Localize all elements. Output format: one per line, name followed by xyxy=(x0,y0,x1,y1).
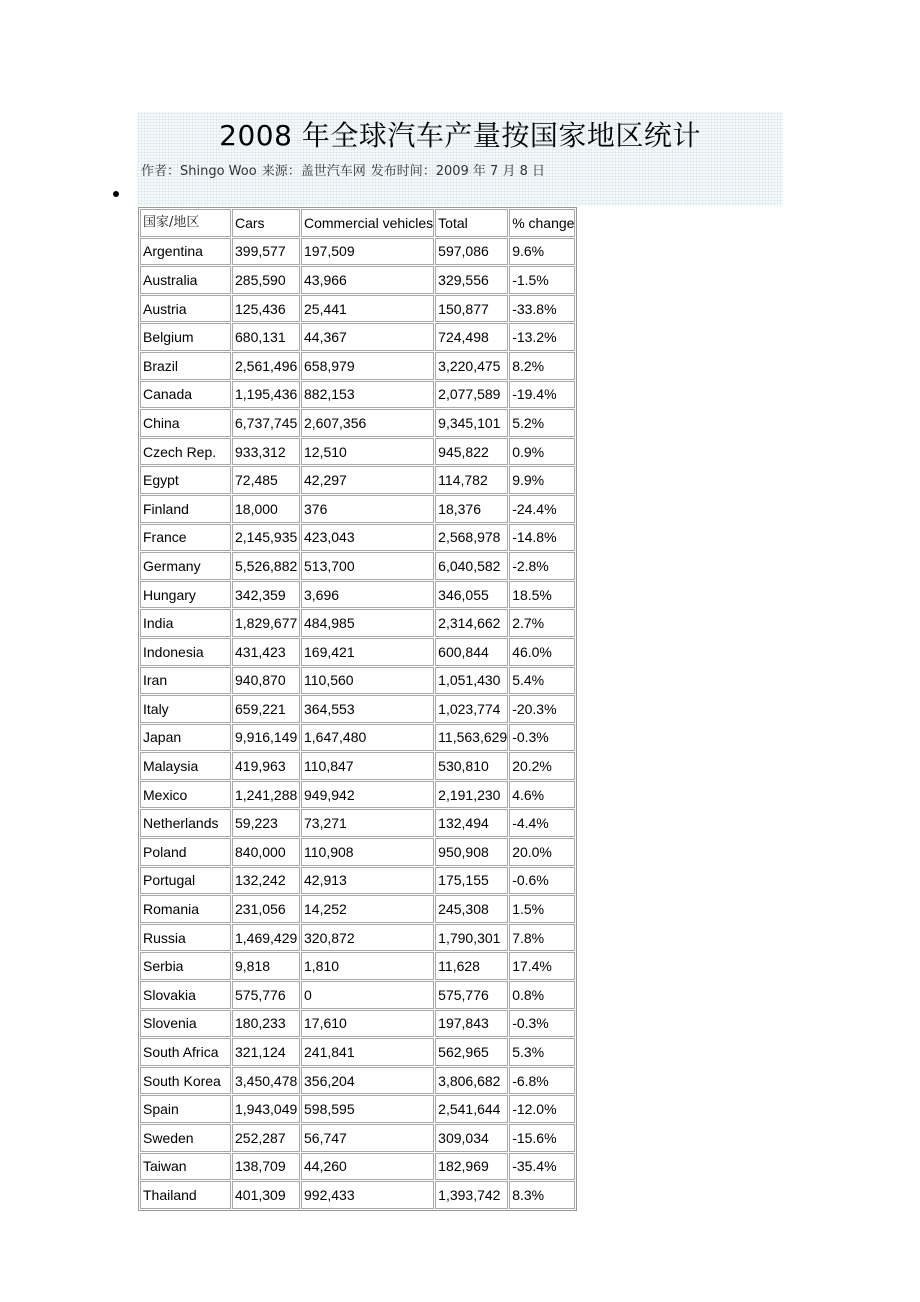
cell-percent-change: -0.6% xyxy=(509,867,575,895)
cell-total: 2,568,978 xyxy=(435,524,508,552)
cell-commercial-vehicles: 356,204 xyxy=(301,1067,434,1095)
cell-cars: 933,312 xyxy=(232,438,300,466)
author-label: 作者：Shingo Woo xyxy=(141,164,257,179)
cell-cars: 231,056 xyxy=(232,895,300,923)
cell-cars: 138,709 xyxy=(232,1153,300,1181)
table-header-row xyxy=(140,209,575,237)
cell-percent-change: 1.5% xyxy=(509,895,575,923)
cell-cars: 840,000 xyxy=(232,838,300,866)
cell-cars: 401,309 xyxy=(232,1181,300,1209)
cell-cars: 1,943,049 xyxy=(232,1095,300,1123)
cell-commercial-vehicles: 42,297 xyxy=(301,466,434,494)
cell-country: Mexico xyxy=(140,781,231,809)
cell-commercial-vehicles: 110,847 xyxy=(301,752,434,780)
cell-total: 950,908 xyxy=(435,838,508,866)
cell-cars: 72,485 xyxy=(232,466,300,494)
cell-commercial-vehicles: 1,647,480 xyxy=(301,724,434,752)
cell-country: South Korea xyxy=(140,1067,231,1095)
cell-commercial-vehicles: 423,043 xyxy=(301,524,434,552)
cell-country: Argentina xyxy=(140,238,231,266)
cell-country: India xyxy=(140,609,231,637)
table-body xyxy=(140,209,575,1209)
cell-commercial-vehicles: 376 xyxy=(301,495,434,523)
table-row xyxy=(140,752,575,780)
cell-country: Belgium xyxy=(140,323,231,351)
cell-total: 3,220,475 xyxy=(435,352,508,380)
cell-percent-change: 7.8% xyxy=(509,924,575,952)
cell-country: Portugal xyxy=(140,867,231,895)
cell-country: Spain xyxy=(140,1095,231,1123)
table-row xyxy=(140,524,575,552)
cell-cars: 180,233 xyxy=(232,1010,300,1038)
cell-commercial-vehicles: 598,595 xyxy=(301,1095,434,1123)
cell-total: 600,844 xyxy=(435,638,508,666)
cell-commercial-vehicles: 43,966 xyxy=(301,266,434,294)
cell-country: Hungary xyxy=(140,581,231,609)
published-date: 发布时间：2009 年 7 月 8 日 xyxy=(370,164,545,179)
cell-cars: 252,287 xyxy=(232,1124,300,1152)
cell-total: 1,393,742 xyxy=(435,1181,508,1209)
cell-total: 9,345,101 xyxy=(435,409,508,437)
table-row xyxy=(140,952,575,980)
cell-total: 2,314,662 xyxy=(435,609,508,637)
cell-commercial-vehicles: 3,696 xyxy=(301,581,434,609)
cell-cars: 2,145,935 xyxy=(232,524,300,552)
cell-total: 346,055 xyxy=(435,581,508,609)
table-row xyxy=(140,809,575,837)
cell-commercial-vehicles: 169,421 xyxy=(301,638,434,666)
cell-total: 562,965 xyxy=(435,1038,508,1066)
cell-percent-change: 9.9% xyxy=(509,466,575,494)
cell-country: Iran xyxy=(140,667,231,695)
cell-country: Thailand xyxy=(140,1181,231,1209)
cell-percent-change: 18.5% xyxy=(509,581,575,609)
cell-percent-change: 20.2% xyxy=(509,752,575,780)
cell-commercial-vehicles: 25,441 xyxy=(301,295,434,323)
cell-cars: 431,423 xyxy=(232,638,300,666)
cell-country: France xyxy=(140,524,231,552)
cell-cars: 2,561,496 xyxy=(232,352,300,380)
cell-commercial-vehicles: 992,433 xyxy=(301,1181,434,1209)
production-table xyxy=(138,207,577,1211)
cell-cars: 1,469,429 xyxy=(232,924,300,952)
cell-total: 18,376 xyxy=(435,495,508,523)
cell-cars: 575,776 xyxy=(232,981,300,1009)
table-row xyxy=(140,1181,575,1209)
table-row xyxy=(140,895,575,923)
table-row xyxy=(140,924,575,952)
cell-total: 182,969 xyxy=(435,1153,508,1181)
cell-percent-change: -33.8% xyxy=(509,295,575,323)
cell-total: 2,541,644 xyxy=(435,1095,508,1123)
cell-percent-change: 5.2% xyxy=(509,409,575,437)
header-country: 国家/地区 xyxy=(140,209,231,237)
cell-total: 114,782 xyxy=(435,466,508,494)
cell-country: Canada xyxy=(140,381,231,409)
cell-percent-change: 46.0% xyxy=(509,638,575,666)
cell-cars: 6,737,745 xyxy=(232,409,300,437)
cell-percent-change: -4.4% xyxy=(509,809,575,837)
table-row xyxy=(140,1067,575,1095)
cell-commercial-vehicles: 14,252 xyxy=(301,895,434,923)
cell-total: 1,790,301 xyxy=(435,924,508,952)
cell-total: 2,077,589 xyxy=(435,381,508,409)
cell-percent-change: -35.4% xyxy=(509,1153,575,1181)
table-row xyxy=(140,609,575,637)
cell-commercial-vehicles: 17,610 xyxy=(301,1010,434,1038)
cell-commercial-vehicles: 197,509 xyxy=(301,238,434,266)
table-row xyxy=(140,1095,575,1123)
cell-cars: 680,131 xyxy=(232,323,300,351)
cell-total: 245,308 xyxy=(435,895,508,923)
cell-percent-change: -19.4% xyxy=(509,381,575,409)
cell-cars: 419,963 xyxy=(232,752,300,780)
cell-percent-change: -2.8% xyxy=(509,552,575,580)
cell-commercial-vehicles: 110,560 xyxy=(301,667,434,695)
cell-percent-change: -6.8% xyxy=(509,1067,575,1095)
cell-percent-change: 8.3% xyxy=(509,1181,575,1209)
cell-country: Japan xyxy=(140,724,231,752)
cell-percent-change: 5.3% xyxy=(509,1038,575,1066)
cell-cars: 9,916,149 xyxy=(232,724,300,752)
cell-total: 575,776 xyxy=(435,981,508,1009)
cell-commercial-vehicles: 12,510 xyxy=(301,438,434,466)
cell-total: 150,877 xyxy=(435,295,508,323)
cell-country: Finland xyxy=(140,495,231,523)
header-commercial-vehicles: Commercial vehicles xyxy=(301,209,434,237)
source-label: 来源：盖世汽车网 xyxy=(261,164,366,179)
cell-percent-change: 2.7% xyxy=(509,609,575,637)
table-row xyxy=(140,1124,575,1152)
cell-total: 1,051,430 xyxy=(435,667,508,695)
cell-commercial-vehicles: 1,810 xyxy=(301,952,434,980)
cell-country: Russia xyxy=(140,924,231,952)
cell-cars: 125,436 xyxy=(232,295,300,323)
cell-country: Serbia xyxy=(140,952,231,980)
cell-percent-change: -15.6% xyxy=(509,1124,575,1152)
article-meta xyxy=(141,163,550,181)
cell-total: 309,034 xyxy=(435,1124,508,1152)
cell-country: Slovenia xyxy=(140,1010,231,1038)
cell-commercial-vehicles: 241,841 xyxy=(301,1038,434,1066)
cell-country: Germany xyxy=(140,552,231,580)
cell-cars: 399,577 xyxy=(232,238,300,266)
cell-percent-change: 9.6% xyxy=(509,238,575,266)
table-row xyxy=(140,638,575,666)
cell-commercial-vehicles: 44,367 xyxy=(301,323,434,351)
cell-percent-change: -0.3% xyxy=(509,1010,575,1038)
cell-commercial-vehicles: 484,985 xyxy=(301,609,434,637)
table-row xyxy=(140,409,575,437)
cell-percent-change: -14.8% xyxy=(509,524,575,552)
cell-commercial-vehicles: 56,747 xyxy=(301,1124,434,1152)
cell-country: Brazil xyxy=(140,352,231,380)
cell-country: Netherlands xyxy=(140,809,231,837)
table-row xyxy=(140,466,575,494)
cell-cars: 3,450,478 xyxy=(232,1067,300,1095)
cell-total: 3,806,682 xyxy=(435,1067,508,1095)
cell-cars: 5,526,882 xyxy=(232,552,300,580)
cell-total: 329,556 xyxy=(435,266,508,294)
cell-percent-change: -20.3% xyxy=(509,695,575,723)
cell-cars: 59,223 xyxy=(232,809,300,837)
cell-cars: 9,818 xyxy=(232,952,300,980)
cell-cars: 1,195,436 xyxy=(232,381,300,409)
table-row xyxy=(140,552,575,580)
table-row xyxy=(140,266,575,294)
table-row xyxy=(140,381,575,409)
cell-total: 724,498 xyxy=(435,323,508,351)
cell-percent-change: 5.4% xyxy=(509,667,575,695)
cell-total: 945,822 xyxy=(435,438,508,466)
table-row xyxy=(140,438,575,466)
table-row xyxy=(140,581,575,609)
cell-total: 197,843 xyxy=(435,1010,508,1038)
cell-cars: 285,590 xyxy=(232,266,300,294)
cell-total: 1,023,774 xyxy=(435,695,508,723)
cell-country: Australia xyxy=(140,266,231,294)
cell-percent-change: -24.4% xyxy=(509,495,575,523)
cell-cars: 18,000 xyxy=(232,495,300,523)
table-row xyxy=(140,781,575,809)
cell-country: Romania xyxy=(140,895,231,923)
cell-percent-change: 8.2% xyxy=(509,352,575,380)
cell-cars: 132,242 xyxy=(232,867,300,895)
table-row xyxy=(140,981,575,1009)
header-cars: Cars xyxy=(232,209,300,237)
cell-commercial-vehicles: 658,979 xyxy=(301,352,434,380)
cell-commercial-vehicles: 42,913 xyxy=(301,867,434,895)
cell-total: 597,086 xyxy=(435,238,508,266)
cell-cars: 321,124 xyxy=(232,1038,300,1066)
cell-total: 6,040,582 xyxy=(435,552,508,580)
cell-total: 11,628 xyxy=(435,952,508,980)
cell-country: China xyxy=(140,409,231,437)
cell-cars: 940,870 xyxy=(232,667,300,695)
cell-total: 175,155 xyxy=(435,867,508,895)
table-row xyxy=(140,1038,575,1066)
cell-country: Malaysia xyxy=(140,752,231,780)
header-total: Total xyxy=(435,209,508,237)
cell-country: South Africa xyxy=(140,1038,231,1066)
cell-total: 530,810 xyxy=(435,752,508,780)
cell-commercial-vehicles: 364,553 xyxy=(301,695,434,723)
table-row xyxy=(140,838,575,866)
cell-total: 2,191,230 xyxy=(435,781,508,809)
cell-percent-change: -13.2% xyxy=(509,323,575,351)
cell-percent-change: -0.3% xyxy=(509,724,575,752)
cell-commercial-vehicles: 0 xyxy=(301,981,434,1009)
cell-percent-change: 0.9% xyxy=(509,438,575,466)
cell-total: 11,563,629 xyxy=(435,724,508,752)
cell-country: Slovakia xyxy=(140,981,231,1009)
cell-country: Czech Rep. xyxy=(140,438,231,466)
cell-country: Poland xyxy=(140,838,231,866)
table-row xyxy=(140,1010,575,1038)
cell-commercial-vehicles: 513,700 xyxy=(301,552,434,580)
cell-country: Italy xyxy=(140,695,231,723)
table-row xyxy=(140,352,575,380)
cell-commercial-vehicles: 110,908 xyxy=(301,838,434,866)
table-row xyxy=(140,695,575,723)
cell-country: Indonesia xyxy=(140,638,231,666)
cell-commercial-vehicles: 2,607,356 xyxy=(301,409,434,437)
page-title: 2008 年全球汽车产量按国家地区统计 xyxy=(219,119,701,152)
cell-country: Sweden xyxy=(140,1124,231,1152)
cell-cars: 659,221 xyxy=(232,695,300,723)
cell-country: Egypt xyxy=(140,466,231,494)
cell-commercial-vehicles: 44,260 xyxy=(301,1153,434,1181)
cell-country: Austria xyxy=(140,295,231,323)
header-percent-change: % change xyxy=(509,209,575,237)
cell-cars: 342,359 xyxy=(232,581,300,609)
table-row xyxy=(140,238,575,266)
cell-percent-change: -12.0% xyxy=(509,1095,575,1123)
cell-percent-change: 0.8% xyxy=(509,981,575,1009)
cell-commercial-vehicles: 320,872 xyxy=(301,924,434,952)
cell-percent-change: 20.0% xyxy=(509,838,575,866)
table-row xyxy=(140,495,575,523)
cell-cars: 1,829,677 xyxy=(232,609,300,637)
table-row xyxy=(140,867,575,895)
table-row xyxy=(140,667,575,695)
cell-percent-change: -1.5% xyxy=(509,266,575,294)
cell-cars: 1,241,288 xyxy=(232,781,300,809)
cell-country: Taiwan xyxy=(140,1153,231,1181)
cell-commercial-vehicles: 73,271 xyxy=(301,809,434,837)
table-row xyxy=(140,724,575,752)
list-bullet xyxy=(113,191,119,197)
cell-commercial-vehicles: 949,942 xyxy=(301,781,434,809)
cell-percent-change: 17.4% xyxy=(509,952,575,980)
cell-percent-change: 4.6% xyxy=(509,781,575,809)
table-row xyxy=(140,323,575,351)
table-row xyxy=(140,295,575,323)
table-row xyxy=(140,1153,575,1181)
cell-commercial-vehicles: 882,153 xyxy=(301,381,434,409)
cell-total: 132,494 xyxy=(435,809,508,837)
